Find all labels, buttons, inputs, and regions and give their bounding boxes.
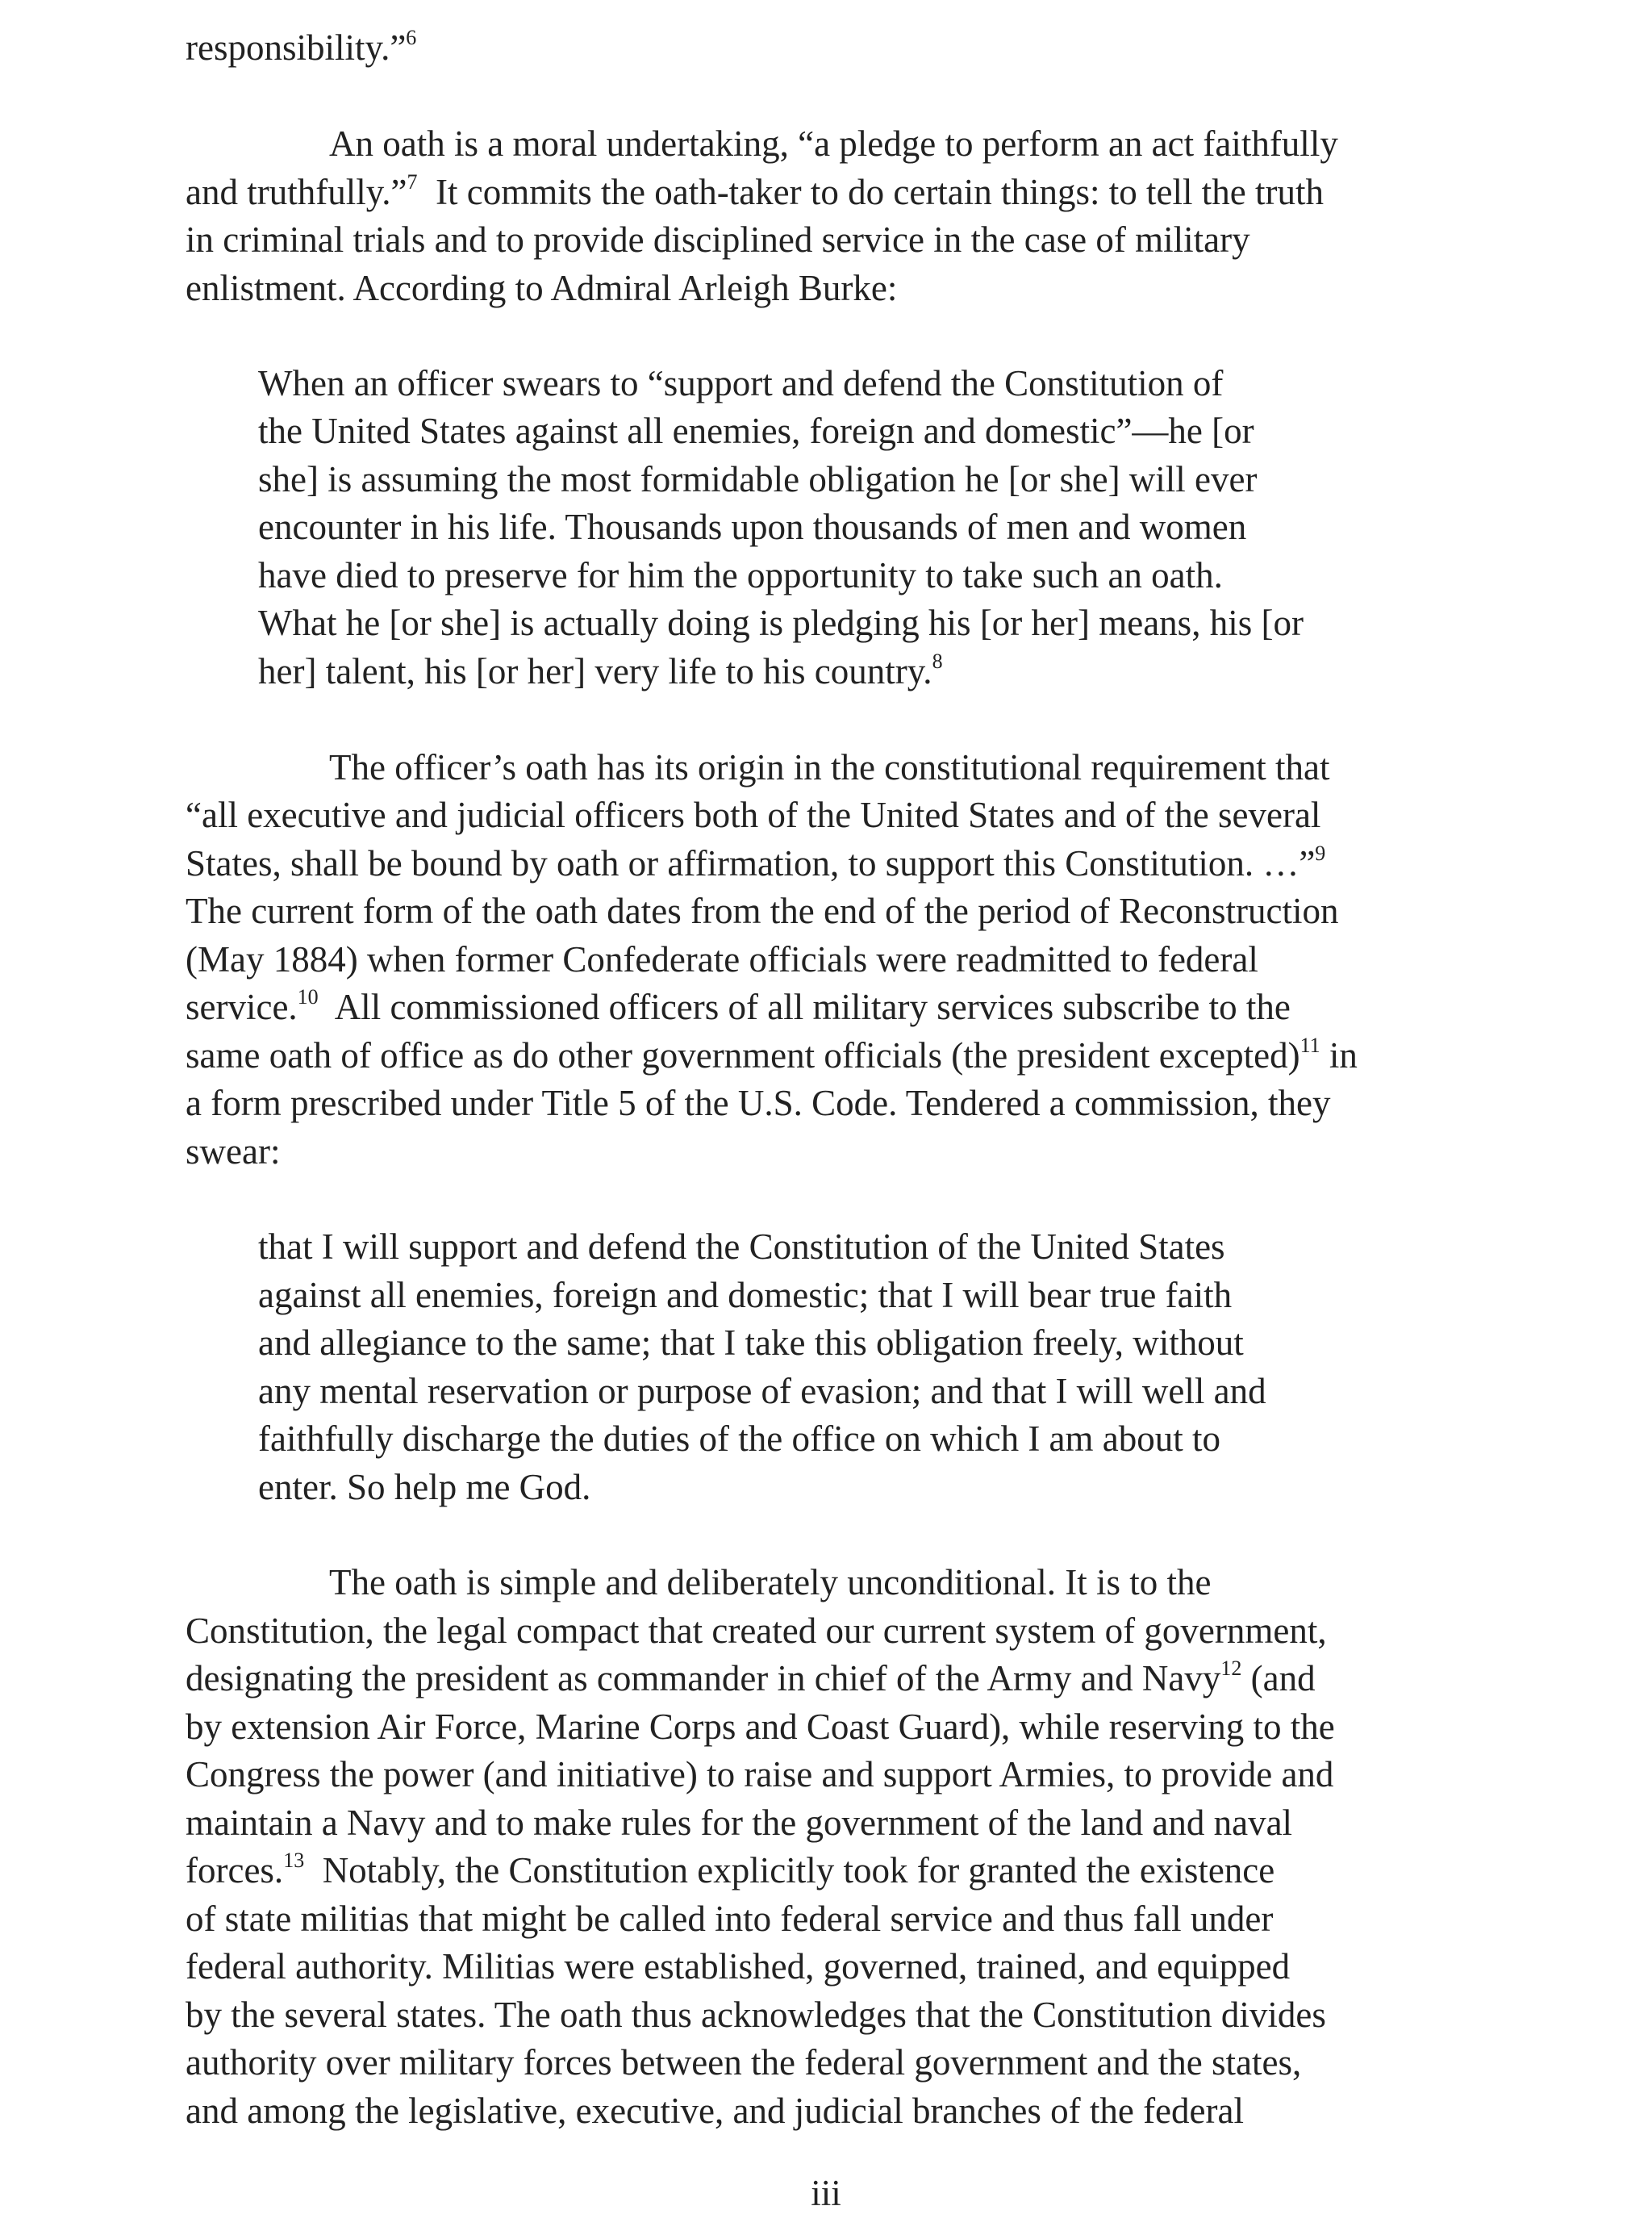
quote-2-line: any mental reservation or purpose of evasion; and that I will well and <box>258 1371 1266 1411</box>
paragraph-3-line: forces.$^{13}$ Notably, the Constitution explicitly took for granted the existence <box>186 1849 1275 1891</box>
paragraph-1-line: enlistment. According to Admiral Arleigh Burke: <box>186 268 898 308</box>
paragraph-3-line: by the several states. The oath thus acknowledges that the Constitution divides <box>186 1995 1326 2035</box>
footnote-ref: 6 <box>406 26 417 49</box>
quote-2-line: faithfully discharge the duties of the office on which I am about to <box>258 1418 1221 1459</box>
paragraph-3-line: Constitution, the legal compact that created our current system of government, <box>186 1611 1327 1651</box>
quote-1-line: the United States against all enemies, foreign and domestic”—he [or <box>258 411 1254 451</box>
footnote-ref: 11 <box>1299 1034 1320 1057</box>
quote-1-line: have died to preserve for him the opportunity to take such an oath. <box>258 555 1223 595</box>
paragraph-2-line: a form prescribed under Title 5 of the U.S. Code. Tendered a commission, they <box>186 1083 1331 1123</box>
paragraph-2-line: The current form of the oath dates from the end of the period of Reconstruction <box>186 891 1339 931</box>
quote-2-line: enter. So help me God. <box>258 1467 591 1507</box>
footnote-ref: 8 <box>932 650 943 673</box>
footnote-ref: 13 <box>283 1849 305 1872</box>
quote-1-line: What he [or she] is actually doing is pledging his [or her] means, his [or <box>258 603 1304 643</box>
paragraph-2-line: (May 1884) when former Confederate officials were readmitted to federal <box>186 939 1258 980</box>
paragraph-1-line: in criminal trials and to provide disciplined service in the case of military <box>186 219 1250 260</box>
quote-1-line: she] is assuming the most formidable obligation he [or she] will ever <box>258 459 1258 499</box>
footnote-ref: 12 <box>1220 1657 1242 1680</box>
quote-2-line: against all enemies, foreign and domestic; that I will bear true faith <box>258 1275 1233 1315</box>
paragraph-3-line: authority over military forces between the federal government and the states, <box>186 2042 1302 2083</box>
paragraph-3-line: designating the president as commander in chief of the Army and Navy$^{12}$ (and <box>186 1657 1316 1698</box>
paragraph-3-line: and among the legislative, executive, and judicial branches of the federal <box>186 2091 1244 2131</box>
paragraph-3-line: federal authority. Militias were established, governed, trained, and equipped <box>186 1946 1291 1987</box>
paragraph-2-line: service.$^{10}$ All commissioned officers of all military services subscribe to the <box>186 985 1291 1027</box>
paragraph-3-line: maintain a Navy and to make rules for the government of the land and naval <box>186 1803 1293 1843</box>
paragraph-3-line: Congress the power (and initiative) to raise and support Armies, to provide and <box>186 1754 1334 1794</box>
paragraph-3-line: by extension Air Force, Marine Corps and Coast Guard), while reserving to the <box>186 1707 1335 1747</box>
paragraph-3-line: of state militias that might be called into federal service and thus fall under <box>186 1899 1274 1939</box>
paragraph-2-line: swear: <box>186 1131 281 1172</box>
quote-1-line: her] talent, his [or her] very life to his country.$^8$ <box>258 650 943 691</box>
paragraph-3-line: The oath is simple and deliberately unconditional. It is to the <box>329 1562 1212 1602</box>
paragraph-1-line: An oath is a moral undertaking, “a pledge to perform an act faithfully <box>329 123 1338 164</box>
page-number: iii <box>811 2173 841 2213</box>
text-line: responsibility.”$^6$ <box>186 26 417 68</box>
paragraph-2-line: The officer’s oath has its origin in the constitutional requirement that <box>329 747 1330 788</box>
quote-1-line: When an officer swears to “support and defend the Constitution of <box>258 363 1224 403</box>
footnote-ref: 7 <box>407 170 418 194</box>
quote-2-line: and allegiance to the same; that I take this obligation freely, without <box>258 1322 1244 1363</box>
quote-1-line: encounter in his life. Thousands upon thousands of men and women <box>258 507 1247 547</box>
paragraph-1-line: and truthfully.”$^7$ It commits the oath-taker to do certain things: to tell the truth <box>186 170 1324 212</box>
quote-2-line: that I will support and defend the Constitution of the United States <box>258 1226 1225 1267</box>
paragraph-2-line: “all executive and judicial officers both of the United States and of the several <box>186 795 1321 835</box>
paragraph-2-line: States, shall be bound by oath or affirmation, to support this Constitution. …”$^9$ <box>186 842 1326 884</box>
paragraph-2-line: same oath of office as do other government officials (the president excepted)$^{11}$ in <box>186 1034 1358 1076</box>
footnote-ref: 9 <box>1315 842 1326 865</box>
footnote-ref: 10 <box>297 985 319 1009</box>
